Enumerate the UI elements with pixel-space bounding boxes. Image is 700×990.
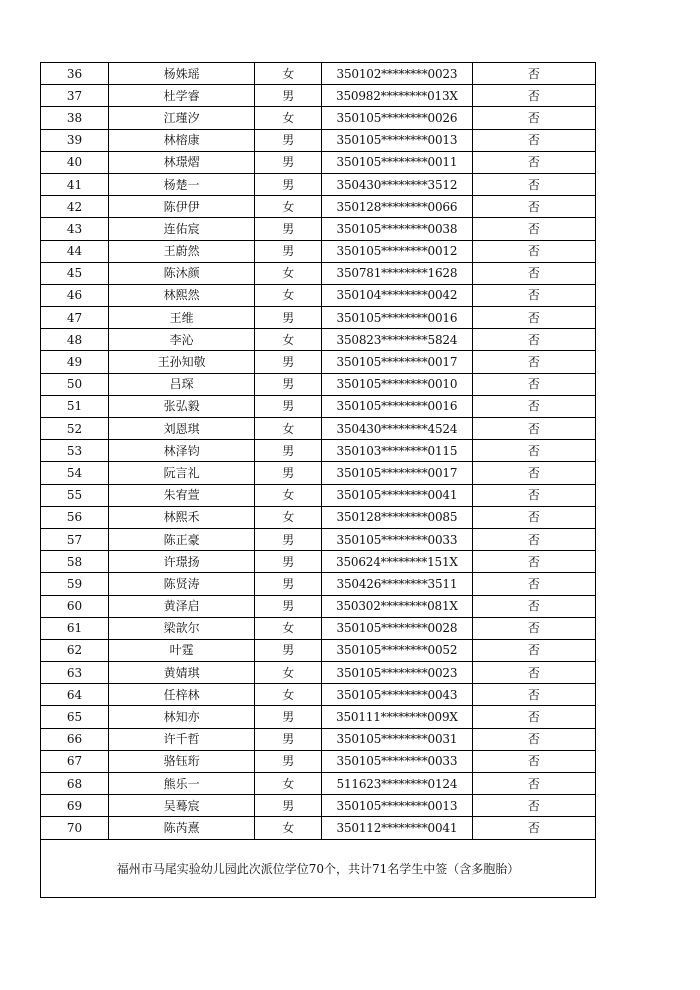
table-row xyxy=(41,329,596,351)
student-id-number: 350105********0013 xyxy=(322,129,473,151)
row-number: 57 xyxy=(41,528,109,550)
student-id-number: 350105********0052 xyxy=(322,639,473,661)
row-number: 67 xyxy=(41,750,109,772)
student-gender: 男 xyxy=(255,795,322,817)
student-name: 梁歆尔 xyxy=(108,617,254,639)
row-number: 68 xyxy=(41,773,109,795)
row-number: 53 xyxy=(41,440,109,462)
student-name: 王维 xyxy=(108,307,254,329)
student-name: 张弘毅 xyxy=(108,395,254,417)
row-number: 69 xyxy=(41,795,109,817)
student-name: 林泽钧 xyxy=(108,440,254,462)
multiple-birth-flag: 否 xyxy=(472,817,595,839)
row-number: 63 xyxy=(41,662,109,684)
multiple-birth-flag: 否 xyxy=(472,307,595,329)
student-gender: 男 xyxy=(255,129,322,151)
student-id-number: 350302********081X xyxy=(322,595,473,617)
table-row xyxy=(41,395,596,417)
student-name: 骆钰珩 xyxy=(108,750,254,772)
student-gender: 男 xyxy=(255,373,322,395)
student-id-number: 350105********0017 xyxy=(322,351,473,373)
table-row xyxy=(41,151,596,173)
row-number: 48 xyxy=(41,329,109,351)
student-gender: 女 xyxy=(255,196,322,218)
table-row xyxy=(41,728,596,750)
multiple-birth-flag: 否 xyxy=(472,240,595,262)
student-id-number: 350430********3512 xyxy=(322,173,473,195)
student-gender: 女 xyxy=(255,63,322,85)
student-id-number: 350105********0017 xyxy=(322,462,473,484)
student-id-number: 350105********0043 xyxy=(322,684,473,706)
multiple-birth-flag: 否 xyxy=(472,151,595,173)
student-id-number: 350128********0085 xyxy=(322,506,473,528)
student-id-number: 350105********0012 xyxy=(322,240,473,262)
student-gender: 女 xyxy=(255,284,322,306)
table-row xyxy=(41,63,596,85)
student-id-number: 350105********0013 xyxy=(322,795,473,817)
student-id-number: 350105********0026 xyxy=(322,107,473,129)
student-gender: 男 xyxy=(255,706,322,728)
multiple-birth-flag: 否 xyxy=(472,617,595,639)
student-gender: 女 xyxy=(255,684,322,706)
student-gender: 男 xyxy=(255,440,322,462)
table-row xyxy=(41,240,596,262)
table-row xyxy=(41,440,596,462)
table-row xyxy=(41,795,596,817)
student-gender: 男 xyxy=(255,218,322,240)
student-name: 许璟扬 xyxy=(108,551,254,573)
row-number: 45 xyxy=(41,262,109,284)
row-number: 65 xyxy=(41,706,109,728)
student-name: 朱宥萱 xyxy=(108,484,254,506)
student-gender: 男 xyxy=(255,750,322,772)
student-name: 林璟熠 xyxy=(108,151,254,173)
multiple-birth-flag: 否 xyxy=(472,750,595,772)
student-gender: 男 xyxy=(255,551,322,573)
multiple-birth-flag: 否 xyxy=(472,418,595,440)
multiple-birth-flag: 否 xyxy=(472,351,595,373)
student-gender: 女 xyxy=(255,662,322,684)
student-gender: 女 xyxy=(255,418,322,440)
table-row xyxy=(41,218,596,240)
student-name: 刘恩琪 xyxy=(108,418,254,440)
student-id-number: 511623********0124 xyxy=(322,773,473,795)
student-id-number: 350105********0041 xyxy=(322,484,473,506)
table-row xyxy=(41,639,596,661)
table-row xyxy=(41,107,596,129)
table-row xyxy=(41,528,596,550)
student-gender: 女 xyxy=(255,817,322,839)
multiple-birth-flag: 否 xyxy=(472,684,595,706)
student-table-body xyxy=(41,63,596,840)
student-id-number: 350105********0031 xyxy=(322,728,473,750)
student-name: 林熙禾 xyxy=(108,506,254,528)
student-name: 陈沐颜 xyxy=(108,262,254,284)
table-row xyxy=(41,662,596,684)
student-gender: 男 xyxy=(255,462,322,484)
student-name: 陈伊伊 xyxy=(108,196,254,218)
table-row xyxy=(41,506,596,528)
student-name: 叶霆 xyxy=(108,639,254,661)
student-gender: 男 xyxy=(255,639,322,661)
student-name: 熊乐一 xyxy=(108,773,254,795)
row-number: 59 xyxy=(41,573,109,595)
student-gender: 男 xyxy=(255,173,322,195)
student-gender: 女 xyxy=(255,329,322,351)
student-id-number: 350102********0023 xyxy=(322,63,473,85)
student-gender: 女 xyxy=(255,773,322,795)
multiple-birth-flag: 否 xyxy=(472,484,595,506)
row-number: 52 xyxy=(41,418,109,440)
student-name: 林知亦 xyxy=(108,706,254,728)
row-number: 43 xyxy=(41,218,109,240)
student-gender: 男 xyxy=(255,595,322,617)
student-gender: 女 xyxy=(255,262,322,284)
student-id-number: 350105********0011 xyxy=(322,151,473,173)
student-gender: 男 xyxy=(255,351,322,373)
multiple-birth-flag: 否 xyxy=(472,373,595,395)
student-name: 阮言礼 xyxy=(108,462,254,484)
table-row xyxy=(41,129,596,151)
row-number: 46 xyxy=(41,284,109,306)
multiple-birth-flag: 否 xyxy=(472,129,595,151)
student-gender: 男 xyxy=(255,573,322,595)
multiple-birth-flag: 否 xyxy=(472,662,595,684)
student-gender: 男 xyxy=(255,240,322,262)
row-number: 49 xyxy=(41,351,109,373)
student-gender: 男 xyxy=(255,85,322,107)
student-id-number: 350105********0033 xyxy=(322,750,473,772)
row-number: 55 xyxy=(41,484,109,506)
student-id-number: 350103********0115 xyxy=(322,440,473,462)
student-table xyxy=(40,62,596,840)
multiple-birth-flag: 否 xyxy=(472,218,595,240)
student-id-number: 350128********0066 xyxy=(322,196,473,218)
row-number: 42 xyxy=(41,196,109,218)
row-number: 36 xyxy=(41,63,109,85)
student-gender: 女 xyxy=(255,617,322,639)
row-number: 64 xyxy=(41,684,109,706)
table-row xyxy=(41,817,596,839)
student-name: 江瑾汐 xyxy=(108,107,254,129)
summary-note: 福州市马尾实验幼儿园此次派位学位70个，共计71名学生中签（含多胞胎） xyxy=(116,861,520,876)
multiple-birth-flag: 否 xyxy=(472,173,595,195)
student-id-number: 350823********5824 xyxy=(322,329,473,351)
row-number: 61 xyxy=(41,617,109,639)
student-name: 吕琛 xyxy=(108,373,254,395)
student-name: 黄泽启 xyxy=(108,595,254,617)
student-gender: 男 xyxy=(255,307,322,329)
student-name: 林熙然 xyxy=(108,284,254,306)
table-row xyxy=(41,750,596,772)
multiple-birth-flag: 否 xyxy=(472,595,595,617)
row-number: 56 xyxy=(41,506,109,528)
student-id-number: 350111********009X xyxy=(322,706,473,728)
student-id-number: 350112********0041 xyxy=(322,817,473,839)
multiple-birth-flag: 否 xyxy=(472,573,595,595)
table-row xyxy=(41,85,596,107)
student-gender: 男 xyxy=(255,728,322,750)
student-name: 杜学睿 xyxy=(108,85,254,107)
student-id-number: 350104********0042 xyxy=(322,284,473,306)
multiple-birth-flag: 否 xyxy=(472,528,595,550)
student-name: 许千哲 xyxy=(108,728,254,750)
table-row xyxy=(41,418,596,440)
student-name: 陈正豪 xyxy=(108,528,254,550)
student-name: 连佑宸 xyxy=(108,218,254,240)
table-row xyxy=(41,706,596,728)
row-number: 37 xyxy=(41,85,109,107)
lottery-result-sheet xyxy=(40,62,596,898)
student-id-number: 350105********0033 xyxy=(322,528,473,550)
student-name: 任梓林 xyxy=(108,684,254,706)
table-row xyxy=(41,773,596,795)
table-row xyxy=(41,617,596,639)
student-id-number: 350105********0023 xyxy=(322,662,473,684)
multiple-birth-flag: 否 xyxy=(472,773,595,795)
table-row xyxy=(41,284,596,306)
row-number: 38 xyxy=(41,107,109,129)
summary-footer xyxy=(40,840,596,898)
multiple-birth-flag: 否 xyxy=(472,506,595,528)
row-number: 58 xyxy=(41,551,109,573)
row-number: 70 xyxy=(41,817,109,839)
student-name: 陈芮熹 xyxy=(108,817,254,839)
student-name: 杨楚一 xyxy=(108,173,254,195)
student-gender: 女 xyxy=(255,506,322,528)
student-id-number: 350105********0028 xyxy=(322,617,473,639)
multiple-birth-flag: 否 xyxy=(472,85,595,107)
multiple-birth-flag: 否 xyxy=(472,551,595,573)
row-number: 60 xyxy=(41,595,109,617)
student-name: 李沁 xyxy=(108,329,254,351)
student-gender: 男 xyxy=(255,395,322,417)
multiple-birth-flag: 否 xyxy=(472,63,595,85)
student-name: 王蔚然 xyxy=(108,240,254,262)
student-id-number: 350105********0038 xyxy=(322,218,473,240)
multiple-birth-flag: 否 xyxy=(472,329,595,351)
table-row xyxy=(41,573,596,595)
row-number: 66 xyxy=(41,728,109,750)
table-row xyxy=(41,262,596,284)
student-name: 杨姝瑶 xyxy=(108,63,254,85)
student-id-number: 350105********0016 xyxy=(322,395,473,417)
student-gender: 女 xyxy=(255,107,322,129)
student-gender: 女 xyxy=(255,484,322,506)
table-row xyxy=(41,551,596,573)
table-row xyxy=(41,462,596,484)
multiple-birth-flag: 否 xyxy=(472,196,595,218)
multiple-birth-flag: 否 xyxy=(472,728,595,750)
student-id-number: 350781********1628 xyxy=(322,262,473,284)
table-row xyxy=(41,484,596,506)
student-id-number: 350426********3511 xyxy=(322,573,473,595)
student-name: 王孙知敬 xyxy=(108,351,254,373)
row-number: 54 xyxy=(41,462,109,484)
multiple-birth-flag: 否 xyxy=(472,395,595,417)
student-name: 陈贤涛 xyxy=(108,573,254,595)
multiple-birth-flag: 否 xyxy=(472,639,595,661)
table-row xyxy=(41,351,596,373)
row-number: 47 xyxy=(41,307,109,329)
table-row xyxy=(41,196,596,218)
student-name: 吴蓦宸 xyxy=(108,795,254,817)
row-number: 62 xyxy=(41,639,109,661)
multiple-birth-flag: 否 xyxy=(472,706,595,728)
multiple-birth-flag: 否 xyxy=(472,284,595,306)
student-id-number: 350624********151X xyxy=(322,551,473,573)
student-gender: 男 xyxy=(255,151,322,173)
student-name: 林榕康 xyxy=(108,129,254,151)
multiple-birth-flag: 否 xyxy=(472,462,595,484)
multiple-birth-flag: 否 xyxy=(472,262,595,284)
row-number: 44 xyxy=(41,240,109,262)
row-number: 41 xyxy=(41,173,109,195)
student-name: 黄婧琪 xyxy=(108,662,254,684)
student-gender: 男 xyxy=(255,528,322,550)
row-number: 51 xyxy=(41,395,109,417)
multiple-birth-flag: 否 xyxy=(472,795,595,817)
row-number: 39 xyxy=(41,129,109,151)
table-row xyxy=(41,684,596,706)
table-row xyxy=(41,595,596,617)
table-row xyxy=(41,173,596,195)
row-number: 40 xyxy=(41,151,109,173)
row-number: 50 xyxy=(41,373,109,395)
student-id-number: 350105********0010 xyxy=(322,373,473,395)
multiple-birth-flag: 否 xyxy=(472,440,595,462)
student-id-number: 350982********013X xyxy=(322,85,473,107)
student-id-number: 350430********4524 xyxy=(322,418,473,440)
table-row xyxy=(41,373,596,395)
student-id-number: 350105********0016 xyxy=(322,307,473,329)
multiple-birth-flag: 否 xyxy=(472,107,595,129)
table-row xyxy=(41,307,596,329)
